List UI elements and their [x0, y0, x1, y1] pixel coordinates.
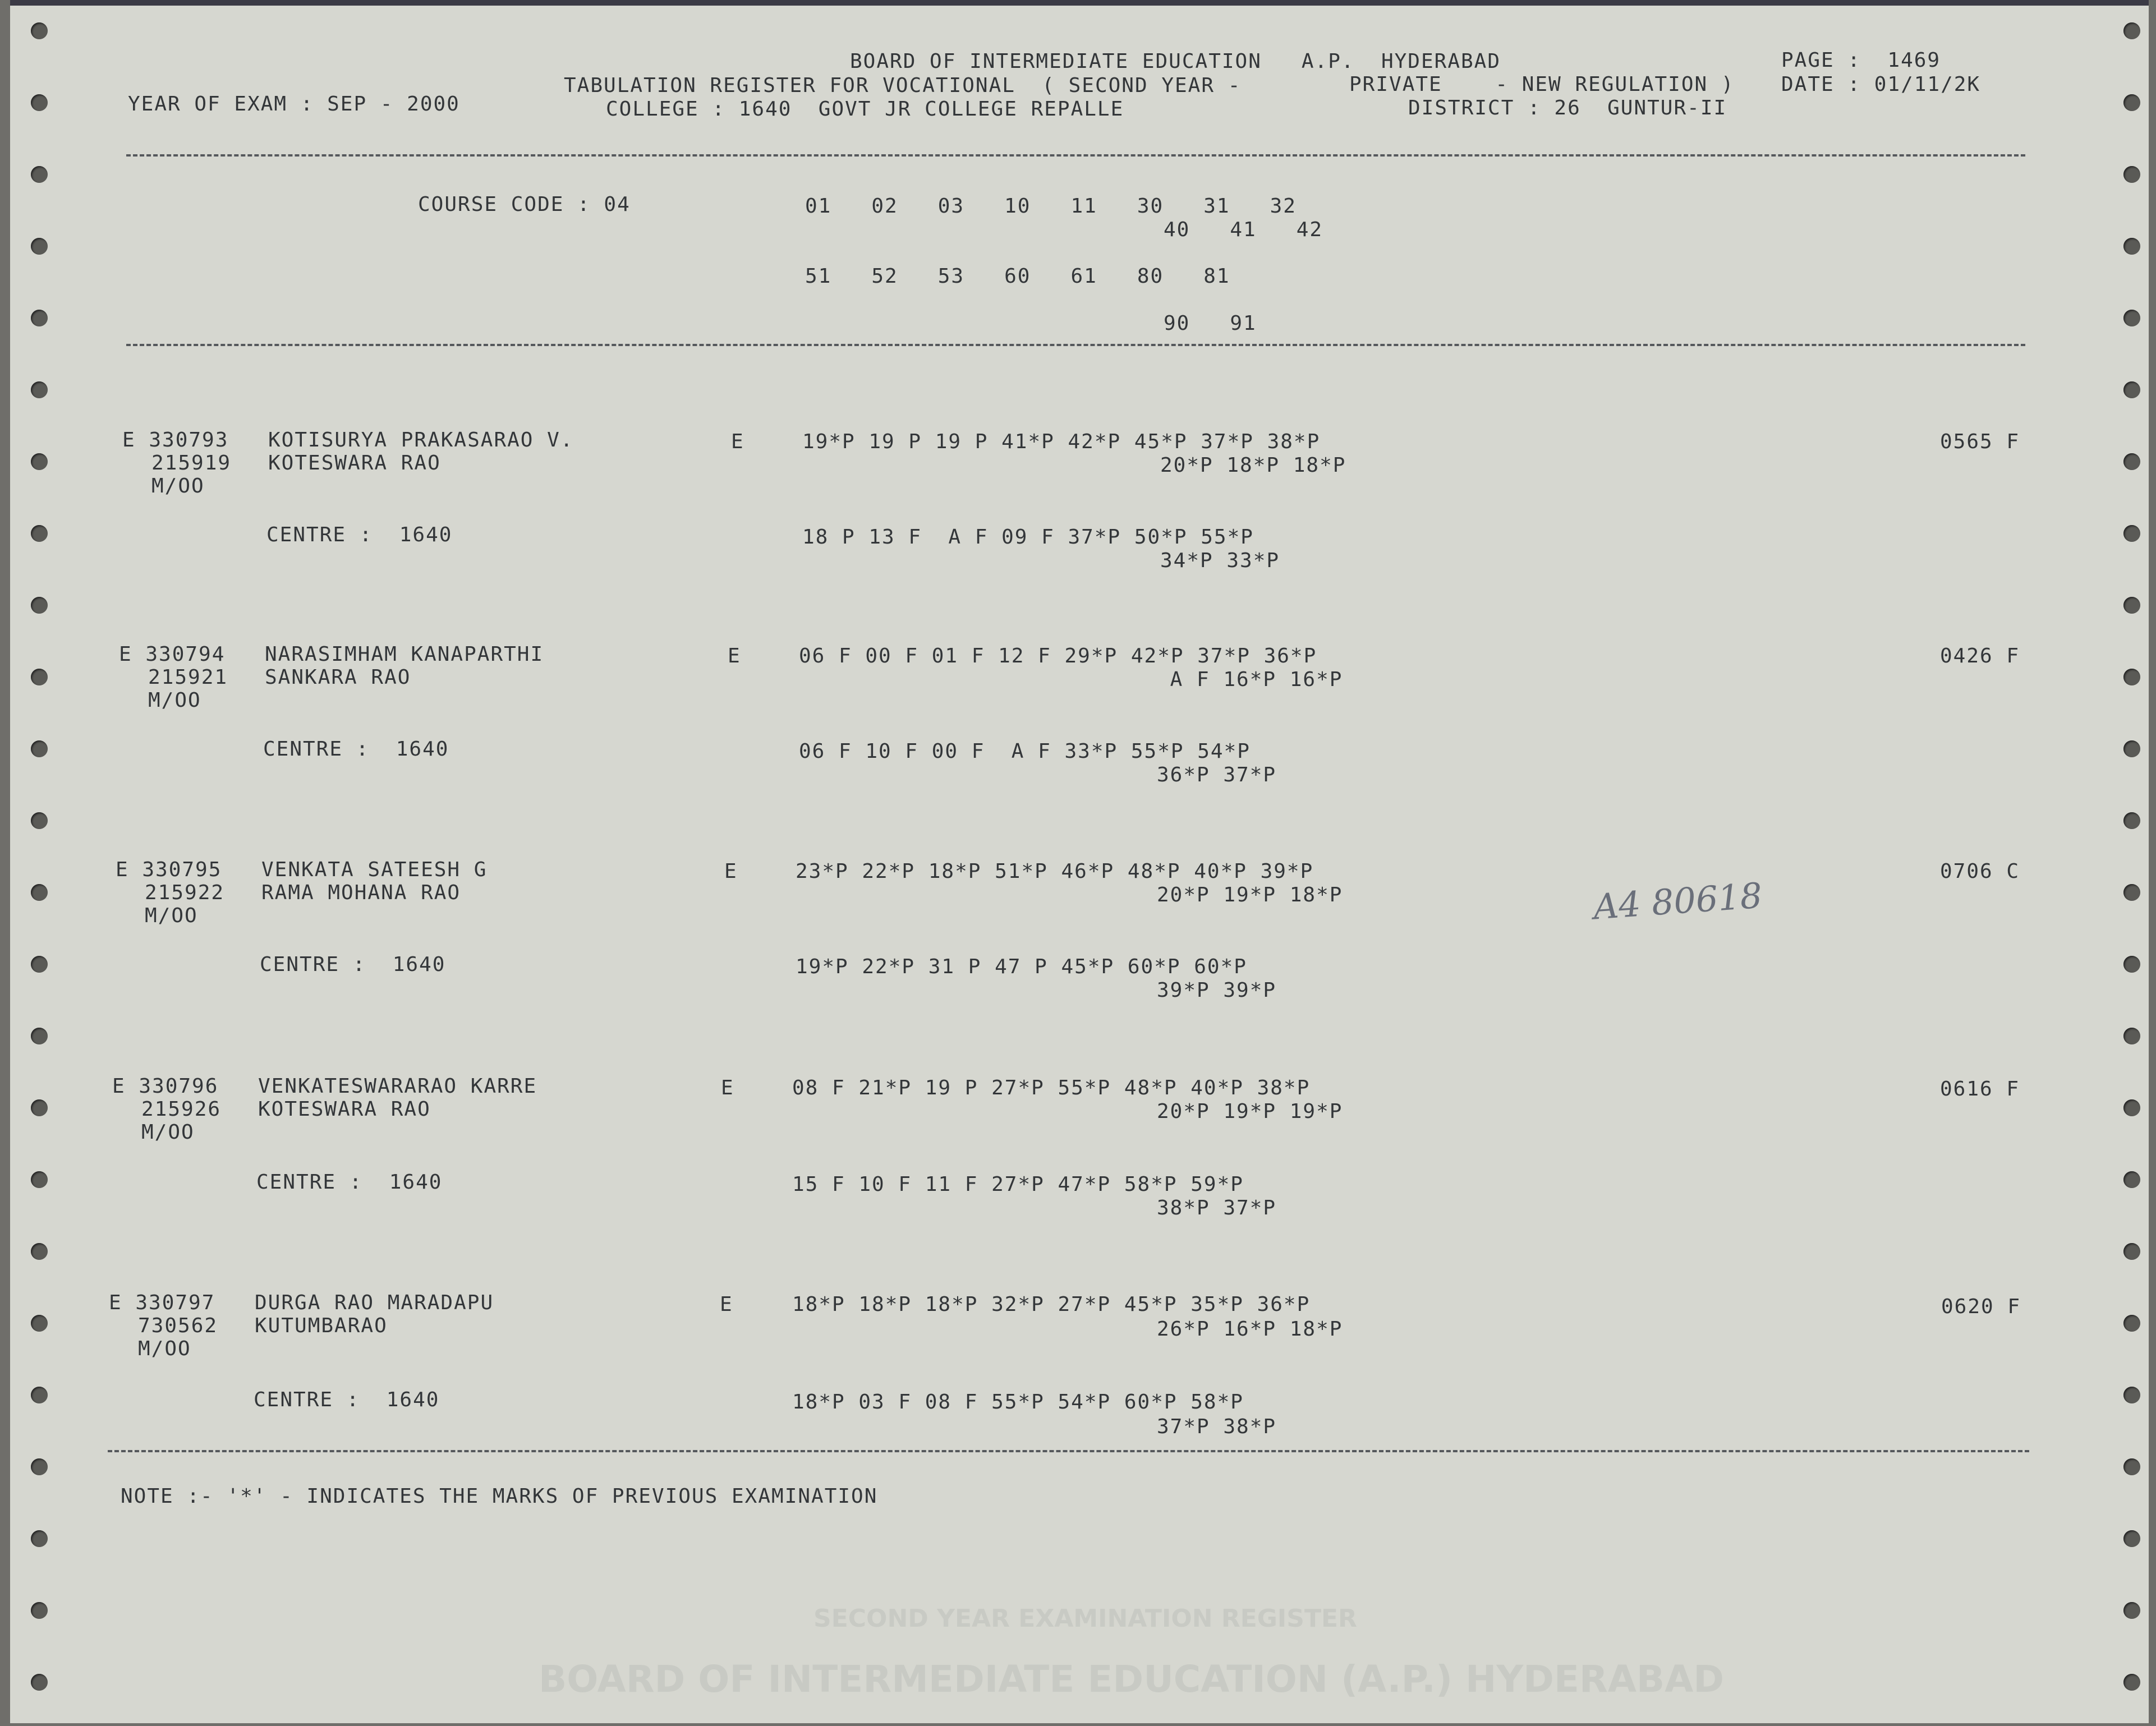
feed-hole: [31, 310, 48, 326]
marks-row1: 19*P 19 P 19 P 41*P 42*P 45*P 37*P 38*P: [802, 430, 1321, 453]
right-feed-holes: [2123, 0, 2146, 1726]
student-roll-number: E 330793: [122, 429, 229, 452]
student-name: VENKATESWARARAO KARRE: [258, 1075, 537, 1098]
total-result: 0706 C: [1940, 860, 2020, 883]
bleed-through-line2: BOARD OF INTERMEDIATE EDUCATION (A.P.) HYDERABAD: [539, 1658, 1725, 1701]
student-reg-number: 215921: [148, 666, 228, 689]
year-of-exam: YEAR OF EXAM : SEP - 2000: [128, 93, 460, 116]
marks-row1: 23*P 22*P 18*P 51*P 46*P 48*P 40*P 39*P: [796, 860, 1314, 883]
father-name: SANKARA RAO: [265, 666, 411, 689]
feed-hole: [2123, 94, 2140, 111]
feed-hole: [2123, 1674, 2140, 1691]
student-reg-number: 215922: [145, 881, 225, 904]
feed-hole: [31, 812, 48, 829]
feed-hole: [31, 525, 48, 542]
board-title: BOARD OF INTERMEDIATE EDUCATION A.P. HYDERABAD: [850, 50, 1501, 73]
feed-hole: [31, 1099, 48, 1116]
marks-row2: 15 F 10 F 11 F 27*P 47*P 58*P 59*P: [792, 1173, 1244, 1196]
handwritten-annotation: A4 80618: [1592, 874, 1764, 928]
feed-hole: [31, 884, 48, 901]
feed-hole: [31, 1028, 48, 1044]
divider-bottom: [108, 1450, 2029, 1452]
feed-hole: [2123, 812, 2140, 829]
feed-hole: [31, 94, 48, 111]
centre-label: CENTRE : 1640: [263, 738, 449, 761]
marks-row2b: 36*P 37*P: [1157, 763, 1277, 786]
feed-hole: [2123, 1458, 2140, 1475]
feed-hole: [2123, 1243, 2140, 1260]
feed-hole: [2123, 956, 2140, 973]
feed-hole: [2123, 22, 2140, 39]
total-result: 0565 F: [1940, 430, 2020, 453]
subject-codes-row1b: 40 41 42: [1164, 218, 1323, 241]
student-reg-number: 215926: [141, 1098, 222, 1121]
feed-hole: [31, 1315, 48, 1332]
district-label: DISTRICT : 26 GUNTUR-II: [1408, 96, 1727, 119]
centre-label: CENTRE : 1640: [254, 1388, 440, 1411]
feed-hole: [2123, 453, 2140, 470]
feed-hole: [31, 453, 48, 470]
medium: E: [721, 1076, 734, 1099]
bleed-through-line1: SECOND YEAR EXAMINATION REGISTER: [813, 1604, 1357, 1633]
feed-hole: [31, 1387, 48, 1403]
feed-hole: [31, 22, 48, 39]
student-sex-code: M/OO: [145, 904, 198, 927]
father-name: RAMA MOHANA RAO: [261, 881, 461, 904]
feed-hole: [2123, 1171, 2140, 1188]
student-roll-number: E 330794: [119, 643, 226, 666]
feed-hole: [31, 1674, 48, 1691]
marks-row2: 18 P 13 F A F 09 F 37*P 50*P 55*P: [802, 526, 1254, 549]
feed-hole: [31, 1530, 48, 1547]
feed-hole: [31, 740, 48, 757]
feed-hole: [31, 1602, 48, 1619]
feed-hole: [2123, 669, 2140, 685]
marks-row1: 18*P 18*P 18*P 32*P 27*P 45*P 35*P 36*P: [792, 1293, 1311, 1316]
regulation-label: PRIVATE - NEW REGULATION ): [1349, 73, 1735, 96]
marks-row2b: 34*P 33*P: [1160, 549, 1280, 572]
student-roll-number: E 330795: [116, 858, 222, 881]
father-name: KOTESWARA RAO: [258, 1098, 431, 1121]
feed-hole: [2123, 381, 2140, 398]
marks-row2: 18*P 03 F 08 F 55*P 54*P 60*P 58*P: [792, 1391, 1244, 1414]
medium: E: [728, 645, 741, 668]
feed-hole: [31, 238, 48, 255]
feed-hole: [2123, 310, 2140, 326]
student-sex-code: M/OO: [138, 1337, 191, 1360]
student-name: VENKATA SATEESH G: [261, 858, 488, 881]
feed-hole: [31, 669, 48, 685]
feed-hole: [31, 166, 48, 183]
feed-hole: [31, 956, 48, 973]
note-text: NOTE :- '*' - INDICATES THE MARKS OF PREVIOUS EXAMINATION: [121, 1485, 878, 1508]
centre-label: CENTRE : 1640: [266, 523, 453, 546]
student-roll-number: E 330797: [109, 1291, 215, 1314]
course-code-label: COURSE CODE : 04: [418, 193, 631, 216]
marks-row2b: 38*P 37*P: [1157, 1196, 1277, 1219]
feed-hole: [31, 1171, 48, 1188]
feed-hole: [2123, 525, 2140, 542]
feed-hole: [31, 1243, 48, 1260]
marks-row1b: 20*P 18*P 18*P: [1160, 454, 1346, 477]
print-date: DATE : 01/11/2K: [1781, 73, 1981, 96]
feed-hole: [31, 1458, 48, 1475]
marks-row1b: 26*P 16*P 18*P: [1157, 1318, 1343, 1341]
feed-hole: [2123, 238, 2140, 255]
marks-row2b: 37*P 38*P: [1157, 1415, 1277, 1438]
register-title: TABULATION REGISTER FOR VOCATIONAL ( SECOND YEAR -: [564, 74, 1242, 97]
marks-row2: 19*P 22*P 31 P 47 P 45*P 60*P 60*P: [796, 955, 1247, 978]
father-name: KOTESWARA RAO: [268, 452, 441, 475]
feed-hole: [2123, 597, 2140, 614]
total-result: 0616 F: [1940, 1078, 2020, 1101]
feed-hole: [2123, 1602, 2140, 1619]
marks-row1: 06 F 00 F 01 F 12 F 29*P 42*P 37*P 36*P: [799, 645, 1317, 668]
divider-top: [126, 154, 2025, 157]
feed-hole: [2123, 740, 2140, 757]
divider-course: [126, 344, 2025, 346]
marks-row1: 08 F 21*P 19 P 27*P 55*P 48*P 40*P 38*P: [792, 1076, 1311, 1099]
marks-row1b: 20*P 19*P 19*P: [1157, 1100, 1343, 1123]
student-name: NARASIMHAM KANAPARTHI: [265, 643, 544, 666]
student-sex-code: M/OO: [148, 689, 201, 712]
student-roll-number: E 330796: [112, 1075, 219, 1098]
student-reg-number: 730562: [138, 1314, 218, 1337]
feed-hole: [2123, 1387, 2140, 1403]
student-name: KOTISURYA PRAKASARAO V.: [268, 429, 574, 452]
marks-row2b: 39*P 39*P: [1157, 979, 1277, 1002]
page-number: PAGE : 1469: [1781, 49, 1941, 72]
subject-codes-row2: 51 52 53 60 61 80 81: [805, 265, 1230, 288]
father-name: KUTUMBARAO: [255, 1314, 388, 1337]
feed-hole: [2123, 1530, 2140, 1547]
medium: E: [731, 430, 744, 453]
total-result: 0620 F: [1941, 1295, 2021, 1318]
feed-hole: [31, 597, 48, 614]
subject-codes-row1: 01 02 03 10 11 30 31 32: [805, 195, 1297, 218]
student-name: DURGA RAO MARADAPU: [255, 1291, 494, 1314]
college-label: COLLEGE : 1640 GOVT JR COLLEGE REPALLE: [606, 98, 1124, 121]
left-feed-holes: [31, 0, 53, 1726]
feed-hole: [31, 381, 48, 398]
feed-hole: [2123, 166, 2140, 183]
marks-row1b: A F 16*P 16*P: [1157, 668, 1343, 691]
marks-row1b: 20*P 19*P 18*P: [1157, 883, 1343, 906]
marks-row2: 06 F 10 F 00 F A F 33*P 55*P 54*P: [799, 740, 1251, 763]
student-sex-code: M/OO: [151, 475, 205, 498]
student-reg-number: 215919: [151, 452, 232, 475]
medium: E: [720, 1293, 733, 1316]
student-sex-code: M/OO: [141, 1121, 195, 1144]
centre-label: CENTRE : 1640: [260, 953, 446, 976]
total-result: 0426 F: [1940, 645, 2020, 668]
subject-codes-row3: 90 91: [1164, 312, 1257, 335]
centre-label: CENTRE : 1640: [256, 1171, 443, 1194]
medium: E: [724, 860, 738, 883]
feed-hole: [2123, 1028, 2140, 1044]
feed-hole: [2123, 884, 2140, 901]
feed-hole: [2123, 1099, 2140, 1116]
feed-hole: [2123, 1315, 2140, 1332]
